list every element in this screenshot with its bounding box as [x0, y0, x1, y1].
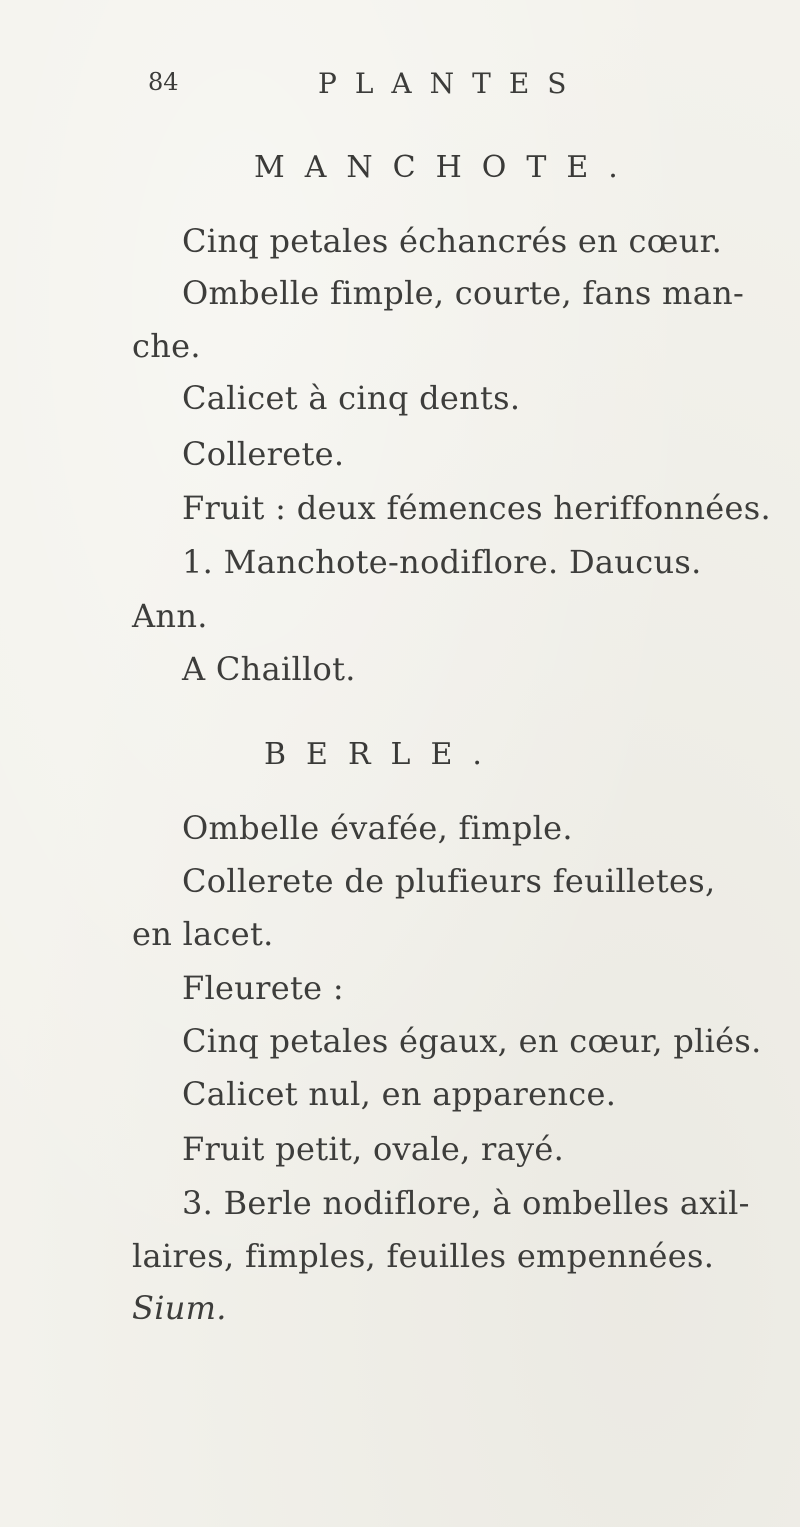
- text-line: Collerete.: [182, 435, 345, 473]
- text-line: en lacet.: [132, 915, 274, 953]
- text-line: Ombelle fimple, courte, fans man-: [182, 274, 745, 312]
- genus-name-sium: Sium.: [132, 1289, 227, 1327]
- text-line: Fruit : deux fémences heriffonnées.: [182, 489, 771, 527]
- section-title-manchote: MANCHOTE.: [254, 150, 638, 185]
- text-line: Cinq petales échancrés en cœur.: [182, 222, 723, 260]
- text-line: Fruit petit, ovale, rayé.: [182, 1130, 565, 1168]
- text-line: laires, fimples, feuilles empennées.: [132, 1237, 715, 1275]
- page-number: 84: [148, 68, 179, 96]
- text-line: Calicet à cinq dents.: [182, 379, 521, 417]
- text-line: Collerete de plufieurs feuilletes,: [182, 862, 716, 900]
- section-title-berle: BERLE.: [264, 737, 502, 772]
- text-line: Ombelle évafée, fimple.: [182, 809, 573, 847]
- species-entry: 1. Manchote-nodiflore. Daucus.: [182, 543, 702, 581]
- text-line: A Chaillot.: [182, 650, 356, 688]
- running-title: PLANTES: [318, 67, 585, 100]
- text-line: che.: [132, 327, 201, 365]
- text-line: Calicet nul, en apparence.: [182, 1075, 617, 1113]
- text-line: Ann.: [132, 597, 208, 635]
- text-line: Fleurete :: [182, 969, 344, 1007]
- text-line: 3. Berle nodiflore, à ombelles axil-: [182, 1184, 750, 1222]
- text-line: Cinq petales égaux, en cœur, pliés.: [182, 1022, 762, 1060]
- species-line-manchote: [182, 543, 702, 581]
